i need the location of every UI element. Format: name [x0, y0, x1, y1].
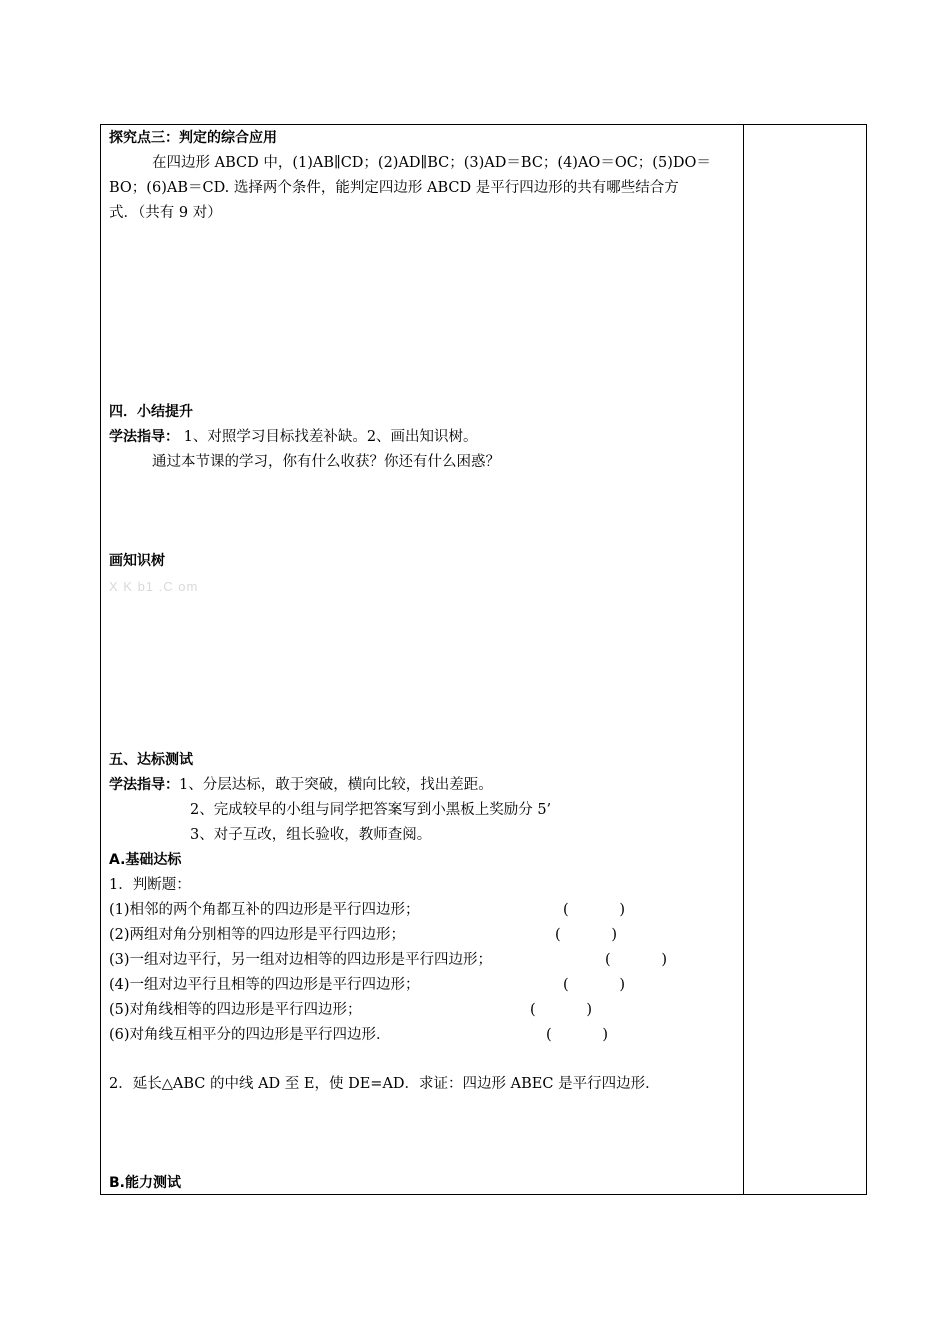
section3-para-line1: 在四边形 ABCD 中，(1)AB∥CD；(2)AD∥BC；(3)AD＝BC；(4)AO＝OC；(5)DO＝ [152, 155, 711, 171]
judgment-4-answer-paren: ( ) [563, 977, 626, 993]
q1-title: 1．判断题： [109, 877, 191, 893]
judgment-5-text: (5)对角线相等的四边形是平行四边形； [109, 1002, 362, 1018]
section4-heading: 四．小结提升 [109, 404, 193, 420]
section3-para-line3: 式．（共有 9 对） [109, 205, 222, 221]
judgment-2-answer-paren: ( ) [555, 927, 618, 943]
judgment-3-text: (3)一组对边平行，另一组对边相等的四边形是平行四边形； [109, 952, 493, 968]
knowledge-tree-heading: 画知识树 [109, 553, 165, 569]
watermark-text: X K b1 .C om [109, 579, 199, 594]
section4-guide [109, 427, 478, 447]
judgment-5-answer-paren: ( ) [530, 1002, 593, 1018]
part-a-heading: A.基础达标 [109, 852, 182, 868]
part-b-heading: B.能力测试 [109, 1175, 181, 1191]
section3-para-line2: BO；(6)AB＝CD. 选择两个条件，能判定四边形 ABCD 是平行四边形的共有哪些结合方 [109, 180, 679, 196]
section3-heading: 探究点三：判定的综合应用 [109, 130, 277, 146]
column-divider [743, 124, 744, 1195]
judgment-3-answer-paren: ( ) [605, 952, 668, 968]
section4-guide-label: 学法指导： [109, 429, 179, 445]
q2-text: 2．延长△ABC 的中线 AD 至 E，使 DE=AD．求证：四边形 ABEC 是平行四边形． [109, 1076, 660, 1092]
judgment-2-text: (2)两组对角分别相等的四边形是平行四边形； [109, 927, 406, 943]
section5-guide [109, 775, 493, 795]
judgment-4-text: (4)一组对边平行且相等的四边形是平行四边形； [109, 977, 420, 993]
judgment-6-answer-paren: ( ) [546, 1027, 609, 1043]
section5-guide-label: 学法指导： [109, 777, 179, 793]
section4-guide-text: 1、对照学习目标找差补缺。2、画出知识树。 [179, 429, 478, 445]
section4-question: 通过本节课的学习，你有什么收获？你还有什么困惑？ [152, 454, 500, 470]
judgment-1-text: (1)相邻的两个角都互补的四边形是平行四边形； [109, 902, 420, 918]
section5-guide-item3: 3、对子互改，组长验收，教师查阅。 [190, 827, 432, 843]
section5-guide-item2: 2、完成较早的小组与同学把答案写到小黑板上奖励分 5’ [190, 802, 552, 818]
section5-heading: 五、达标测试 [109, 752, 193, 768]
judgment-6-text: (6)对角线互相平分的四边形是平行四边形． [109, 1027, 391, 1043]
judgment-1-answer-paren: ( ) [563, 902, 626, 918]
section5-guide-item1: 1、分层达标，敢于突破，横向比较，找出差距。 [179, 777, 493, 793]
